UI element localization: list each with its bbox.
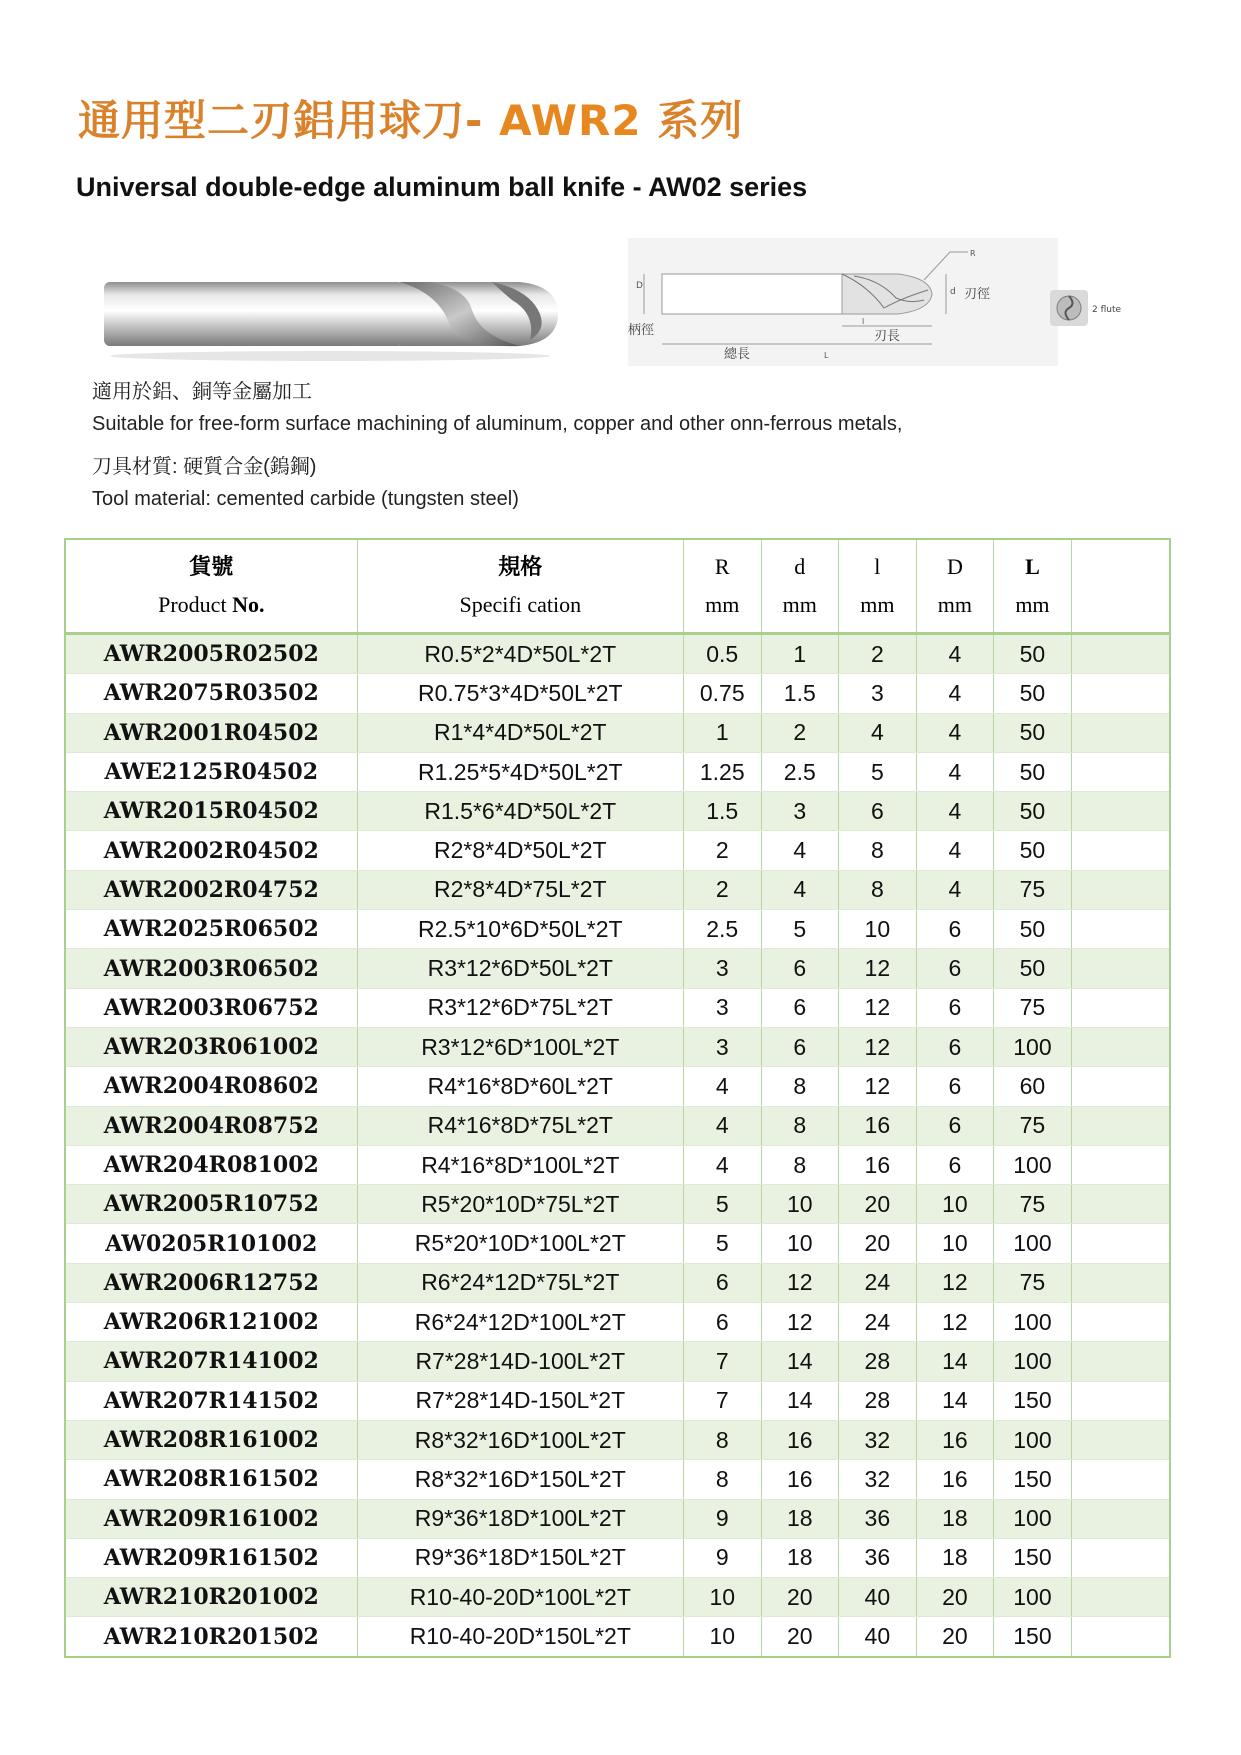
l-cell: 5 (839, 752, 917, 791)
r-cell: 3 (683, 1027, 761, 1066)
product-no-cell: AWR2002R04502 (65, 831, 357, 870)
big-d-cell: 4 (916, 713, 994, 752)
r-cell: 7 (683, 1342, 761, 1381)
product-no-cell: AW0205R101002 (65, 1224, 357, 1263)
header-d: d mm (761, 539, 839, 634)
header-product-no: 貨號 Product No. (65, 539, 357, 634)
product-no-cell: AWR208R161002 (65, 1420, 357, 1459)
table-row (65, 792, 1170, 831)
blank-cell (1071, 634, 1170, 674)
diagram-label-L: L (824, 351, 829, 360)
product-no-cell: AWR2015R04502 (65, 792, 357, 831)
l-cell: 3 (839, 674, 917, 713)
big-d-cell: 10 (916, 1224, 994, 1263)
big-d-cell: 6 (916, 988, 994, 1027)
product-no-cell: AWR2075R03502 (65, 674, 357, 713)
r-cell: 2 (683, 870, 761, 909)
big-l-cell: 50 (994, 634, 1072, 674)
table-row (65, 1499, 1170, 1538)
l-cell: 16 (839, 1106, 917, 1145)
l-cell: 12 (839, 988, 917, 1027)
d-cell: 6 (761, 1027, 839, 1066)
big-d-cell: 4 (916, 870, 994, 909)
flute-label: 2 flute (1092, 305, 1122, 315)
title-chinese: 通用型二刃鋁用球刀- (78, 96, 500, 145)
d-cell: 2 (761, 713, 839, 752)
spec-cell: R2.5*10*6D*50L*2T (357, 910, 683, 949)
diagram-label-l: l (862, 317, 865, 326)
header-blank (1071, 539, 1170, 634)
big-d-cell: 4 (916, 831, 994, 870)
d-cell: 18 (761, 1499, 839, 1538)
table-header-row (65, 539, 1170, 634)
big-l-cell: 75 (994, 1106, 1072, 1145)
r-cell: 9 (683, 1538, 761, 1577)
d-cell: 1 (761, 634, 839, 674)
table-row (65, 1145, 1170, 1184)
r-cell: 4 (683, 1067, 761, 1106)
l-cell: 28 (839, 1342, 917, 1381)
r-cell: 10 (683, 1578, 761, 1617)
d-cell: 14 (761, 1381, 839, 1420)
table-body (65, 634, 1170, 1657)
table-row (65, 949, 1170, 988)
big-l-cell: 150 (994, 1617, 1072, 1657)
blank-cell (1071, 1303, 1170, 1342)
d-cell: 8 (761, 1145, 839, 1184)
big-d-cell: 6 (916, 949, 994, 988)
d-cell: 4 (761, 870, 839, 909)
spec-cell: R1.25*5*4D*50L*2T (357, 752, 683, 791)
product-no-cell: AWR2025R06502 (65, 910, 357, 949)
header-l: l mm (839, 539, 917, 634)
table-row (65, 713, 1170, 752)
l-cell: 40 (839, 1578, 917, 1617)
r-cell: 4 (683, 1145, 761, 1184)
l-cell: 12 (839, 1067, 917, 1106)
d-cell: 3 (761, 792, 839, 831)
big-d-cell: 12 (916, 1303, 994, 1342)
blank-cell (1071, 910, 1170, 949)
d-cell: 1.5 (761, 674, 839, 713)
end-mill-diagram (628, 238, 1058, 366)
product-no-cell: AWR2004R08752 (65, 1106, 357, 1145)
big-d-cell: 6 (916, 1145, 994, 1184)
d-cell: 8 (761, 1067, 839, 1106)
page-title (78, 88, 743, 148)
blank-cell (1071, 674, 1170, 713)
table-row (65, 1067, 1170, 1106)
table-row (65, 1342, 1170, 1381)
r-cell: 4 (683, 1106, 761, 1145)
d-cell: 4 (761, 831, 839, 870)
l-cell: 12 (839, 949, 917, 988)
blank-cell (1071, 1185, 1170, 1224)
page-subtitle: Universal double-edge aluminum ball knife - AW02 series (76, 172, 808, 202)
big-d-cell: 6 (916, 910, 994, 949)
two-flute-icon (1050, 290, 1140, 326)
r-cell: 1.5 (683, 792, 761, 831)
big-d-cell: 10 (916, 1185, 994, 1224)
l-cell: 20 (839, 1224, 917, 1263)
spec-cell: R6*24*12D*75L*2T (357, 1263, 683, 1302)
table-row (65, 1263, 1170, 1302)
diagram-shank-dia: 柄徑 (628, 323, 655, 338)
d-cell: 12 (761, 1303, 839, 1342)
spec-cell: R3*12*6D*50L*2T (357, 949, 683, 988)
l-cell: 24 (839, 1263, 917, 1302)
blank-cell (1071, 1263, 1170, 1302)
big-d-cell: 16 (916, 1460, 994, 1499)
table-row (65, 674, 1170, 713)
usage-cn: 適用於鋁、銅等金屬加工 (92, 381, 312, 403)
spec-cell: R7*28*14D-100L*2T (357, 1342, 683, 1381)
table-row (65, 910, 1170, 949)
table-row (65, 1106, 1170, 1145)
d-cell: 12 (761, 1263, 839, 1302)
spec-cell: R10-40-20D*100L*2T (357, 1578, 683, 1617)
product-no-cell: AWR209R161502 (65, 1538, 357, 1577)
big-d-cell: 16 (916, 1420, 994, 1459)
table-row (65, 1381, 1170, 1420)
spec-cell: R1.5*6*4D*50L*2T (357, 792, 683, 831)
l-cell: 2 (839, 634, 917, 674)
big-l-cell: 75 (994, 870, 1072, 909)
r-cell: 2.5 (683, 910, 761, 949)
blank-cell (1071, 1460, 1170, 1499)
spec-cell: R8*32*16D*100L*2T (357, 1420, 683, 1459)
header-R: R mm (683, 539, 761, 634)
product-no-cell: AWR2003R06502 (65, 949, 357, 988)
big-l-cell: 100 (994, 1303, 1072, 1342)
title-suffix: 系列 (641, 96, 744, 145)
l-cell: 12 (839, 1027, 917, 1066)
l-cell: 20 (839, 1185, 917, 1224)
header-specification: 規格 Specifi cation (357, 539, 683, 634)
blank-cell (1071, 792, 1170, 831)
big-d-cell: 14 (916, 1342, 994, 1381)
blank-cell (1071, 1027, 1170, 1066)
table-row (65, 1617, 1170, 1657)
product-no-cell: AWR204R081002 (65, 1145, 357, 1184)
d-cell: 10 (761, 1185, 839, 1224)
product-no-cell: AWR207R141002 (65, 1342, 357, 1381)
r-cell: 0.75 (683, 674, 761, 713)
table-row (65, 1185, 1170, 1224)
big-l-cell: 75 (994, 988, 1072, 1027)
big-l-cell: 100 (994, 1578, 1072, 1617)
blank-cell (1071, 1224, 1170, 1263)
product-no-cell: AWR209R161002 (65, 1499, 357, 1538)
material-en: Tool material: cemented carbide (tungsten steel) (92, 488, 519, 510)
l-cell: 24 (839, 1303, 917, 1342)
blank-cell (1071, 1499, 1170, 1538)
spec-cell: R0.5*2*4D*50L*2T (357, 634, 683, 674)
product-no-cell: AWR208R161502 (65, 1460, 357, 1499)
spec-cell: R9*36*18D*150L*2T (357, 1538, 683, 1577)
l-cell: 8 (839, 870, 917, 909)
blank-cell (1071, 1381, 1170, 1420)
l-cell: 40 (839, 1617, 917, 1657)
diagram-label-R: R (970, 249, 976, 258)
d-cell: 10 (761, 1224, 839, 1263)
blank-cell (1071, 1342, 1170, 1381)
big-l-cell: 150 (994, 1538, 1072, 1577)
blank-cell (1071, 1106, 1170, 1145)
blank-cell (1071, 949, 1170, 988)
product-no-cell: AWR2002R04752 (65, 870, 357, 909)
big-d-cell: 4 (916, 752, 994, 791)
big-l-cell: 50 (994, 713, 1072, 752)
spec-cell: R8*32*16D*150L*2T (357, 1460, 683, 1499)
r-cell: 3 (683, 949, 761, 988)
d-cell: 20 (761, 1617, 839, 1657)
big-l-cell: 50 (994, 674, 1072, 713)
big-d-cell: 4 (916, 674, 994, 713)
title-series-code: AWR2 (499, 96, 642, 145)
usage-en: Suitable for free-form surface machining of aluminum, copper and other onn-ferrous metals, (92, 413, 903, 435)
blank-cell (1071, 1145, 1170, 1184)
d-cell: 6 (761, 988, 839, 1027)
big-l-cell: 100 (994, 1027, 1072, 1066)
big-l-cell: 75 (994, 1263, 1072, 1302)
d-cell: 16 (761, 1420, 839, 1459)
table-row (65, 1420, 1170, 1459)
r-cell: 6 (683, 1263, 761, 1302)
blank-cell (1071, 752, 1170, 791)
r-cell: 3 (683, 988, 761, 1027)
big-d-cell: 18 (916, 1499, 994, 1538)
big-l-cell: 100 (994, 1145, 1072, 1184)
big-l-cell: 60 (994, 1067, 1072, 1106)
big-l-cell: 100 (994, 1499, 1072, 1538)
header-L: L mm (994, 539, 1072, 634)
blank-cell (1071, 870, 1170, 909)
table-row (65, 1303, 1170, 1342)
spec-cell: R6*24*12D*100L*2T (357, 1303, 683, 1342)
spec-cell: R5*20*10D*75L*2T (357, 1185, 683, 1224)
l-cell: 28 (839, 1381, 917, 1420)
diagram-cutting-dia: 刃徑 (964, 287, 991, 302)
big-l-cell: 100 (994, 1342, 1072, 1381)
spec-cell: R3*12*6D*100L*2T (357, 1027, 683, 1066)
r-cell: 1 (683, 713, 761, 752)
diagram-label-d: d (950, 287, 956, 297)
blank-cell (1071, 1578, 1170, 1617)
r-cell: 2 (683, 831, 761, 870)
blank-cell (1071, 831, 1170, 870)
l-cell: 16 (839, 1145, 917, 1184)
header-D: D mm (916, 539, 994, 634)
r-cell: 5 (683, 1224, 761, 1263)
spec-cell: R2*8*4D*75L*2T (357, 870, 683, 909)
blank-cell (1071, 1067, 1170, 1106)
big-l-cell: 100 (994, 1224, 1072, 1263)
d-cell: 6 (761, 949, 839, 988)
r-cell: 7 (683, 1381, 761, 1420)
blank-cell (1071, 1420, 1170, 1459)
diagram-overall-length: 總長 (724, 347, 751, 362)
table-row (65, 1027, 1170, 1066)
spec-cell: R1*4*4D*50L*2T (357, 713, 683, 752)
product-no-cell: AWR2005R10752 (65, 1185, 357, 1224)
big-d-cell: 6 (916, 1027, 994, 1066)
product-no-cell: AWE2125R04502 (65, 752, 357, 791)
r-cell: 5 (683, 1185, 761, 1224)
big-d-cell: 6 (916, 1106, 994, 1145)
l-cell: 36 (839, 1538, 917, 1577)
big-d-cell: 6 (916, 1067, 994, 1106)
r-cell: 8 (683, 1460, 761, 1499)
big-l-cell: 150 (994, 1381, 1072, 1420)
table-row (65, 1578, 1170, 1617)
table-row (65, 870, 1170, 909)
big-l-cell: 50 (994, 752, 1072, 791)
big-l-cell: 50 (994, 949, 1072, 988)
blank-cell (1071, 1538, 1170, 1577)
spec-cell: R5*20*10D*100L*2T (357, 1224, 683, 1263)
r-cell: 9 (683, 1499, 761, 1538)
product-no-cell: AWR2001R04502 (65, 713, 357, 752)
l-cell: 32 (839, 1460, 917, 1499)
table-row (65, 752, 1170, 791)
r-cell: 10 (683, 1617, 761, 1657)
spec-cell: R7*28*14D-150L*2T (357, 1381, 683, 1420)
big-l-cell: 50 (994, 831, 1072, 870)
big-d-cell: 4 (916, 792, 994, 831)
big-d-cell: 12 (916, 1263, 994, 1302)
big-d-cell: 20 (916, 1578, 994, 1617)
table-row (65, 1224, 1170, 1263)
big-l-cell: 75 (994, 1185, 1072, 1224)
product-no-cell: AWR207R141502 (65, 1381, 357, 1420)
table-row (65, 634, 1170, 674)
table-row (65, 988, 1170, 1027)
r-cell: 8 (683, 1420, 761, 1459)
spec-cell: R9*36*18D*100L*2T (357, 1499, 683, 1538)
l-cell: 6 (839, 792, 917, 831)
product-no-cell: AWR2005R02502 (65, 634, 357, 674)
material-cn: 刀具材質: 硬質合金(鎢鋼) (92, 456, 317, 478)
big-l-cell: 100 (994, 1420, 1072, 1459)
d-cell: 8 (761, 1106, 839, 1145)
spec-table (64, 538, 1171, 1658)
table-row (65, 1460, 1170, 1499)
big-d-cell: 14 (916, 1381, 994, 1420)
big-d-cell: 20 (916, 1617, 994, 1657)
r-cell: 0.5 (683, 634, 761, 674)
blank-cell (1071, 713, 1170, 752)
blank-cell (1071, 988, 1170, 1027)
spec-cell: R4*16*8D*60L*2T (357, 1067, 683, 1106)
l-cell: 32 (839, 1420, 917, 1459)
product-no-cell: AWR210R201502 (65, 1617, 357, 1657)
spec-cell: R3*12*6D*75L*2T (357, 988, 683, 1027)
product-no-cell: AWR203R061002 (65, 1027, 357, 1066)
d-cell: 16 (761, 1460, 839, 1499)
product-no-cell: AWR2006R12752 (65, 1263, 357, 1302)
d-cell: 18 (761, 1538, 839, 1577)
table-row (65, 831, 1170, 870)
product-no-cell: AWR210R201002 (65, 1578, 357, 1617)
big-d-cell: 18 (916, 1538, 994, 1577)
product-no-cell: AWR2003R06752 (65, 988, 357, 1027)
d-cell: 20 (761, 1578, 839, 1617)
l-cell: 4 (839, 713, 917, 752)
l-cell: 10 (839, 910, 917, 949)
product-no-cell: AWR206R121002 (65, 1303, 357, 1342)
big-l-cell: 50 (994, 910, 1072, 949)
diagram-label-D: D (636, 281, 643, 291)
spec-cell: R10-40-20D*150L*2T (357, 1617, 683, 1657)
spec-cell: R0.75*3*4D*50L*2T (357, 674, 683, 713)
big-d-cell: 4 (916, 634, 994, 674)
big-l-cell: 150 (994, 1460, 1072, 1499)
diagram-cutting-length: 刃長 (874, 329, 901, 344)
r-cell: 6 (683, 1303, 761, 1342)
end-mill-photo (100, 270, 560, 362)
spec-cell: R4*16*8D*75L*2T (357, 1106, 683, 1145)
d-cell: 14 (761, 1342, 839, 1381)
d-cell: 5 (761, 910, 839, 949)
l-cell: 36 (839, 1499, 917, 1538)
blank-cell (1071, 1617, 1170, 1657)
product-no-cell: AWR2004R08602 (65, 1067, 357, 1106)
table-row (65, 1538, 1170, 1577)
spec-cell: R2*8*4D*50L*2T (357, 831, 683, 870)
spec-cell: R4*16*8D*100L*2T (357, 1145, 683, 1184)
big-l-cell: 50 (994, 792, 1072, 831)
d-cell: 2.5 (761, 752, 839, 791)
r-cell: 1.25 (683, 752, 761, 791)
l-cell: 8 (839, 831, 917, 870)
